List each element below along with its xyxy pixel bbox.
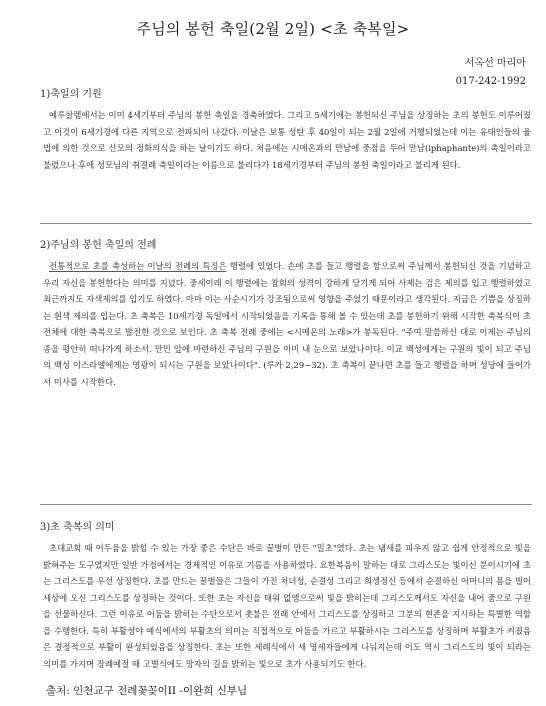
section-body: 초대교회 때 어두움을 밝힐 수 있는 가장 좋은 수단은 바로 꿀벌이 만든 "밀초"였다. 초는 냄새를 피우지 않고 쉽게 안정적으로 빛을 밝혀주는 도구였지만 일반 가정에서는 경제적인 이유로 기름을 사용하였다. 요한복음이 말하는 대로 그리스도는 빛이신 분이시기에 초는 그리스도를 우선 상징한다. 초를 만드는 꿀벌들은 그들이 가진 처녀성, 순결성 그리고 희생정신 등에서 순결하신 어머니의 몸을 빌어 세상에 오신 그리스도를 상징하는 것이다. 또한 초는 자신을 태워 없앰으로써 빛을 밝히는데 그리스도께서도 자신을 내어 줌으로 구원을 선물하신다. 그런 이유로 어둠을 밝히는 수단으로서 촛불은 전례 안에서 그리스도를 상징하고 그분의 현존을 지시하는 특별한 역할을 수행한다. 특히 부활성야 예식에서의 부활초의 의미는 직접적으로 어둠을 가르고 부활하시는 그리스도를 상징하며 부활초가 켜졌음은 결정적으로 부활이 완성되었음을 상징한다. 초는 또한 세례식에서 새 영세자들에게 나눠지는데 이도 역시 그리스도의 빛이 되라는 의미를 가지며 장례예절 때 고별식에도 망자의 길을 밝히는 빛으로 초가 사용되기도 한다. (43, 543, 531, 669)
section-origin (40, 87, 531, 173)
section-heading: 2)주님의 봉헌 축일의 전례 (40, 240, 157, 251)
section-heading: 3)초 축복의 의미 (40, 522, 115, 533)
author-name: 서옥선 마리아 (464, 58, 526, 69)
author-phone: 017-242-1992 (455, 76, 526, 87)
section-body: 예루살렘에서는 이미 4세기부터 주님의 봉헌 축일을 경축하였다. 그리고 5세기에는 봉헌되신 주님을 상징하는 초의 봉헌도 이루어졌고 이것이 6세기경에 다른 지역으로 전파되어 나갔다. 이날은 보통 성탄 후 40일이 되는 2월 2일에 거행되었는데 이는 유태인들의 율법에 의한 것으로 산모의 정화의식을 하는 날이기도 하다. 처음에는 시메온과의 만남에 중점을 두어 만남(iphaphante)의 축일이라고 불렸으나 후에 성모님의 취결례 축일이라는 이름으로 불리다가 18세기경부터 주님의 봉헌 축일이라고 불리게 된다. (43, 110, 531, 170)
section-divider (40, 223, 532, 224)
section-body-text: 행렬에 있었다. 손에 초를 들고 행렬을 함으로써 주님께서 봉헌되신 것을 기념하고 우리 자신을 봉헌한다는 의미를 지녔다. 중세이래 이 행렬에는 참회의 성격이 강하게 담기게 되어 사제는 검은 제의를 입고 행렬하였고 최근까지도 자색제의를 입기도 하였다. 아마 이는 사순시기가 강조됨으로써 영향을 주었기 때문이라고 생각된다. 지금은 기쁨을 상징하는 흰색 제의를 입는다. 초 축복은 10세기경 독일에서 시작되었음을 기록을 통해 볼 수 있는데 초를 봉헌하기 위해 시작한 축복식이 초 전체에 대한 축복으로 발전한 것으로 보인다. 초 축복 전례 중에는 <시메온의 노래>가 봉독된다. "주여 말씀하신 대로 이제는 주님의 종을 평안히 떠나가게 하소서. 만민 앞에 마련하신 주님의 구원을 이미 내 눈으로 보았나이다. 이교 백성에게는 구원의 빛이 되고 주님의 백성 이스라엘에게는 영광이 되시는 구원을 보았나이다". (루카 2,29~32). 초 축복이 끝나면 초를 들고 행렬을 하며 성당에 들어가서 미사를 시작한다. (43, 261, 531, 387)
section-meaning (40, 520, 531, 672)
section-liturgy (40, 238, 531, 390)
section-body (43, 258, 531, 390)
author-block (456, 55, 526, 91)
source-citation: 출처: 인천교구 전례꽃꽂이II -이완희 신부님 (46, 685, 248, 697)
underlined-phrase: 전통적으로 초를 축성하는 이날의 전례의 특징은 (49, 261, 227, 271)
page-title: 주님의 봉헌 축일(2월 2일) <초 축복일> (136, 20, 410, 38)
section-heading: 1)축일의 기원 (40, 89, 102, 100)
section-divider (40, 504, 532, 505)
